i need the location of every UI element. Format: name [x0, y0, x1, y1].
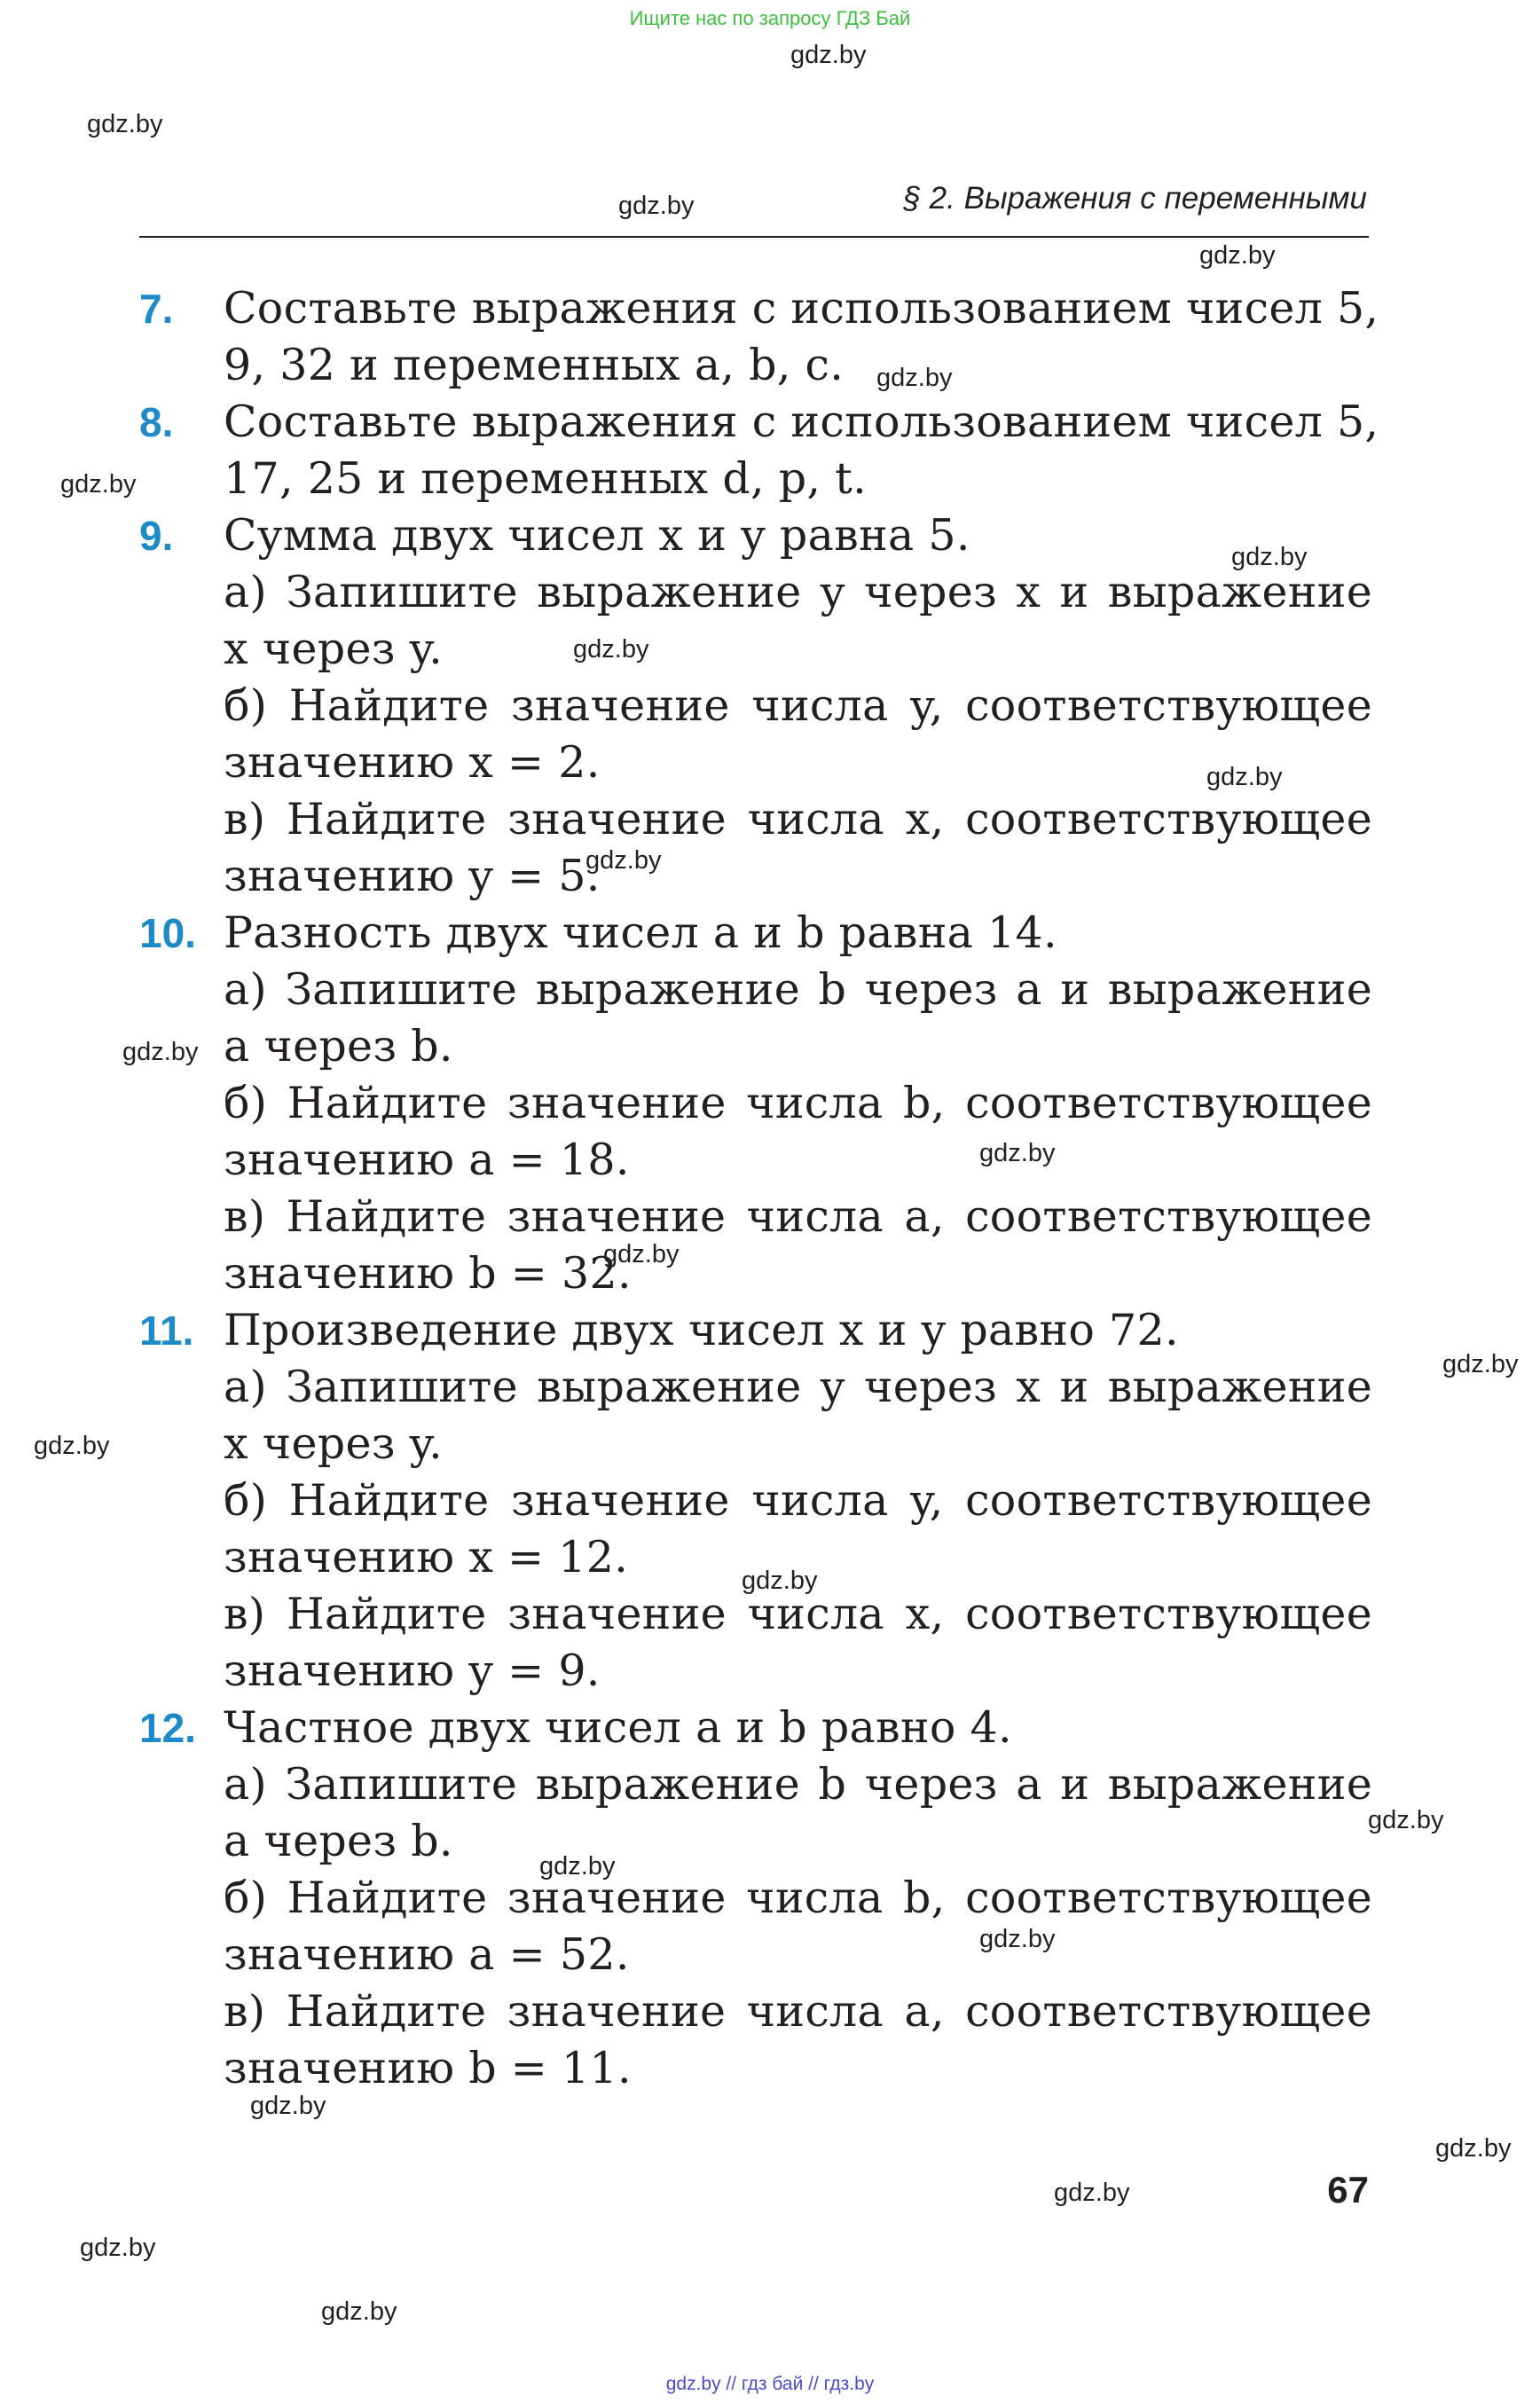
problem-line: а) Запишите выражение b через a и выражение: [224, 1759, 1372, 1810]
watermark: gdz.by: [742, 1567, 818, 1595]
problem-8: [139, 394, 1379, 507]
problem-line: б) Найдите значение числа b, соответствующее: [224, 1873, 1372, 1923]
watermark: gdz.by: [618, 192, 695, 220]
problem-line: а) Запишите выражение b через a и выражение: [224, 964, 1372, 1015]
problem-list: [139, 280, 1379, 2097]
watermark: gdz.by: [573, 635, 649, 664]
header-rule: [139, 236, 1369, 238]
watermark: gdz.by: [790, 41, 867, 69]
watermark: gdz.by: [603, 1240, 680, 1268]
problem-line: x через y.: [224, 1418, 444, 1469]
problem-line: 17, 25 и переменных d, p, t.: [224, 453, 868, 504]
problem-line: Составьте выражения с использованием чисел 5,: [224, 397, 1379, 447]
problem-line: б) Найдите значение числа y, соответствующее: [224, 680, 1372, 731]
watermark: gdz.by: [1054, 2179, 1130, 2207]
problem-number: 10.: [139, 910, 196, 956]
watermark: gdz.by: [1368, 1806, 1444, 1834]
problem-11: [139, 1302, 1372, 1700]
problem-line: значению x = 2.: [224, 737, 601, 788]
watermark: gdz.by: [1231, 543, 1308, 571]
watermark: gdz.by: [80, 2234, 156, 2262]
problem-line: значению y = 5.: [224, 851, 601, 901]
problem-number: 12.: [139, 1705, 196, 1751]
watermark: gdz.by: [122, 1038, 199, 1066]
problem-line: значению a = 52.: [224, 1929, 630, 1980]
problem-12: [139, 1700, 1372, 2097]
watermark: gdz.by: [1442, 1350, 1519, 1378]
problem-line: Составьте выражения с использованием чисел 5,: [224, 283, 1379, 334]
problem-line: Сумма двух чисел x и y равна 5.: [224, 510, 970, 561]
problem-line: a через b.: [224, 1816, 453, 1866]
problem-line: a через b.: [224, 1021, 453, 1072]
watermark: gdz.by: [1206, 763, 1283, 791]
problem-line: в) Найдите значение числа a, соответствующее: [224, 1986, 1372, 2037]
page-number: 67: [1327, 2169, 1369, 2211]
watermark: gdz.by: [1199, 241, 1276, 270]
watermark: gdz.by: [321, 2297, 397, 2326]
problem-line: значению x = 12.: [224, 1532, 629, 1582]
problem-line: значению a = 18.: [224, 1135, 630, 1185]
problem-line: Разность двух чисел a и b равна 14.: [224, 907, 1057, 958]
problem-9: [139, 507, 1372, 905]
watermark: gdz.by: [34, 1432, 110, 1460]
problem-line: Частное двух чисел a и b равно 4.: [224, 1702, 1012, 1753]
watermark: gdz.by: [250, 2092, 326, 2120]
problem-number: 7.: [139, 286, 174, 332]
problem-line: а) Запишите выражение y через x и выражение: [224, 567, 1372, 617]
problem-line: значению b = 11.: [224, 2043, 632, 2093]
problem-line: x через y.: [224, 624, 444, 674]
section-title: § 2. Выражения с переменными: [903, 181, 1367, 216]
watermark: gdz.by: [585, 846, 662, 875]
problem-line: б) Найдите значение числа y, соответствующее: [224, 1475, 1372, 1526]
problem-line: а) Запишите выражение y через x и выражение: [224, 1362, 1372, 1412]
problem-10: [139, 905, 1372, 1302]
problem-number: 8.: [139, 399, 174, 445]
problem-line: 9, 32 и переменных a, b, c.: [224, 340, 845, 390]
bottom-banner: gdz.by // гдз бай // гдз.by: [665, 2374, 875, 2394]
watermark: gdz.by: [87, 110, 163, 138]
watermark: gdz.by: [60, 470, 137, 499]
problem-7: [139, 280, 1379, 394]
problem-number: 9.: [139, 513, 174, 559]
watermark: gdz.by: [1435, 2134, 1512, 2163]
problem-line: значению b = 32.: [224, 1248, 632, 1299]
problem-number: 11.: [139, 1308, 194, 1354]
watermark: gdz.by: [539, 1852, 616, 1881]
problem-line: б) Найдите значение числа b, соответствующее: [224, 1078, 1372, 1128]
watermark: gdz.by: [876, 364, 953, 392]
top-banner: Ищите нас по запросу ГДЗ Бай: [629, 7, 911, 29]
watermark: gdz.by: [979, 1925, 1056, 1953]
problem-line: в) Найдите значение числа x, соответствующее: [224, 1589, 1372, 1639]
problem-line: Произведение двух чисел x и y равно 72.: [224, 1305, 1179, 1355]
problem-line: значению y = 9.: [224, 1645, 601, 1696]
watermark: gdz.by: [979, 1139, 1056, 1167]
problem-line: в) Найдите значение числа a, соответствующее: [224, 1191, 1372, 1242]
problem-line: в) Найдите значение числа x, соответствующее: [224, 794, 1372, 844]
